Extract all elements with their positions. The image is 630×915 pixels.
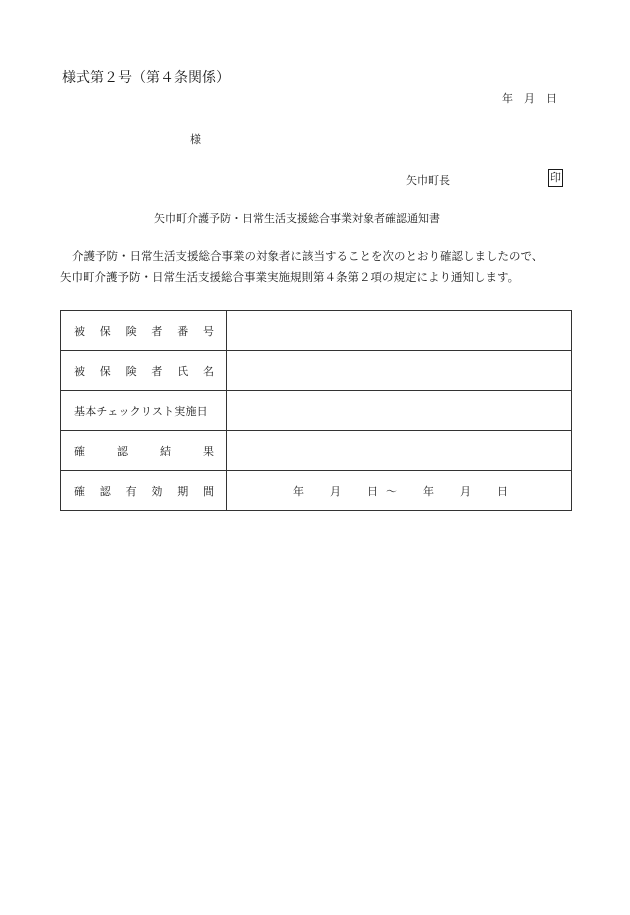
label-char: 確 <box>74 484 85 498</box>
label-char: 効 <box>151 484 163 498</box>
label-char: 認 <box>117 444 128 458</box>
validity-period-label <box>74 483 214 499</box>
date-month-label: 月 <box>524 92 535 105</box>
insured-number-label <box>74 323 214 339</box>
document-title: 矢巾町介護予防・日常生活支援総合事業対象者確認通知書 <box>154 212 440 225</box>
label-char: 氏 <box>177 364 189 378</box>
form-number: 様式第２号（第４条関係） <box>62 70 230 86</box>
label-char: 有 <box>125 484 137 498</box>
label-char: 険 <box>125 324 137 338</box>
label-char: 番 <box>177 324 189 338</box>
label-char: 期 <box>177 484 189 498</box>
label-char: 被 <box>74 324 85 338</box>
table-row <box>61 471 572 511</box>
period-from-month: 月 <box>330 484 341 498</box>
validity-period <box>227 471 571 510</box>
label-char: 確 <box>74 444 85 458</box>
insured-name-value[interactable] <box>227 351 572 391</box>
insured-number-value[interactable] <box>227 311 572 351</box>
issuer-name: 矢巾町長 <box>406 174 450 187</box>
body-text <box>60 246 580 288</box>
table-row <box>61 391 572 431</box>
label-char: 結 <box>160 444 171 458</box>
label-char: 者 <box>151 364 163 378</box>
table-row <box>61 431 572 471</box>
label-char: 被 <box>74 364 85 378</box>
table-row <box>61 311 572 351</box>
label-char: 者 <box>151 324 163 338</box>
insured-name-label <box>74 363 214 379</box>
period-to-year: 年 <box>423 484 434 498</box>
body-line-2: 矢巾町介護予防・日常生活支援総合事業実施規則第４条第２項の規定により通知します。 <box>60 270 520 284</box>
result-label <box>74 443 214 459</box>
result-value[interactable] <box>227 431 572 471</box>
label-char: 保 <box>99 364 111 378</box>
body-line-1: 介護予防・日常生活支援総合事業の対象者に該当することを次のとおり確認しましたので、 <box>72 249 544 263</box>
result-label-cell <box>61 431 227 471</box>
label-char: 間 <box>202 484 214 498</box>
period-from-day: 日 <box>367 484 378 498</box>
checklist-date-label: 基本チェックリスト実施日 <box>74 404 208 418</box>
period-separator: ～ <box>386 484 397 498</box>
checklist-date-label-cell <box>61 391 227 431</box>
addressee-suffix: 様 <box>190 133 201 146</box>
info-table <box>60 310 572 511</box>
insured-name-label-cell <box>61 351 227 391</box>
period-to-month: 月 <box>460 484 471 498</box>
period-from-year: 年 <box>293 484 304 498</box>
seal-mark: 印 <box>548 169 563 187</box>
insured-number-label-cell <box>61 311 227 351</box>
label-char: 号 <box>202 324 214 338</box>
label-char: 保 <box>99 324 111 338</box>
date-year-label: 年 <box>502 92 513 105</box>
label-char: 名 <box>202 364 214 378</box>
table-row <box>61 351 572 391</box>
validity-period-label-cell <box>61 471 227 511</box>
date-day-label: 日 <box>546 92 557 105</box>
date-line <box>502 90 557 106</box>
label-char: 認 <box>99 484 111 498</box>
validity-period-value[interactable] <box>227 471 572 511</box>
label-char: 険 <box>125 364 137 378</box>
period-to-day: 日 <box>497 484 508 498</box>
checklist-date-value[interactable] <box>227 391 572 431</box>
label-char: 果 <box>203 444 214 458</box>
